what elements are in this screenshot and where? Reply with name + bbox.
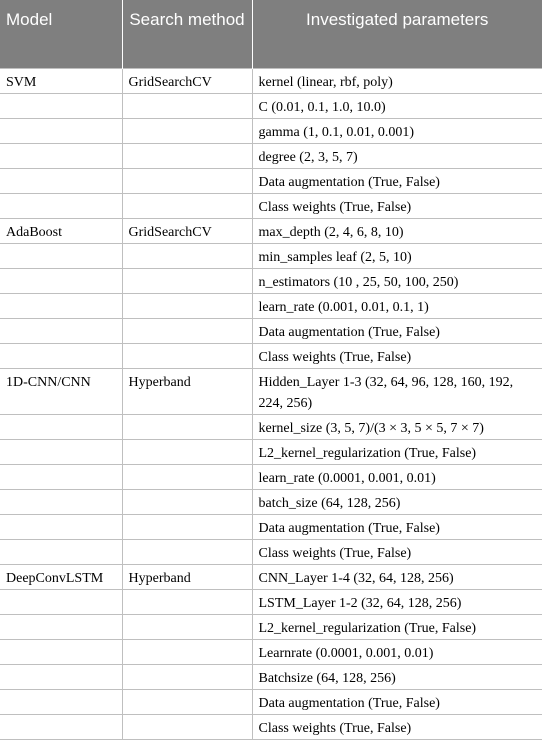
- model-cell: DeepConvLSTM: [0, 565, 122, 590]
- table-row: [0, 465, 542, 490]
- table-row: [0, 590, 542, 615]
- parameter-cell: degree (2, 3, 5, 7): [252, 144, 542, 169]
- model-cell: [0, 465, 122, 490]
- search-method-cell: [122, 269, 252, 294]
- table-row: [0, 440, 542, 465]
- search-method-cell: [122, 244, 252, 269]
- model-cell: [0, 119, 122, 144]
- parameter-cell: Data augmentation (True, False): [252, 515, 542, 540]
- search-method-cell: [122, 169, 252, 194]
- table-body: [0, 69, 542, 740]
- search-method-cell: [122, 319, 252, 344]
- search-method-cell: Hyperband: [122, 565, 252, 590]
- table-row: [0, 715, 542, 740]
- model-cell: 1D-CNN/CNN: [0, 369, 122, 415]
- table-row: [0, 319, 542, 344]
- search-method-cell: [122, 194, 252, 219]
- header-model: Model: [0, 0, 122, 69]
- parameter-cell: Data augmentation (True, False): [252, 169, 542, 194]
- table-row: [0, 344, 542, 369]
- parameter-cell: kernel (linear, rbf, poly): [252, 69, 542, 94]
- parameter-cell: Hidden_Layer 1-3 (32, 64, 96, 128, 160, 192, 224, 256): [252, 369, 542, 415]
- table-row: [0, 119, 542, 144]
- table-row: [0, 615, 542, 640]
- search-method-cell: [122, 590, 252, 615]
- table-row: [0, 269, 542, 294]
- table-row: [0, 69, 542, 94]
- parameter-cell: Class weights (True, False): [252, 194, 542, 219]
- model-cell: [0, 590, 122, 615]
- model-cell: [0, 94, 122, 119]
- parameter-cell: L2_kernel_regularization (True, False): [252, 440, 542, 465]
- table-row: [0, 690, 542, 715]
- parameter-cell: batch_size (64, 128, 256): [252, 490, 542, 515]
- search-method-cell: [122, 94, 252, 119]
- parameter-cell: Class weights (True, False): [252, 715, 542, 740]
- search-method-cell: [122, 665, 252, 690]
- table-row: [0, 169, 542, 194]
- search-method-cell: [122, 294, 252, 319]
- model-cell: [0, 515, 122, 540]
- table-header: [0, 0, 542, 69]
- table-row: [0, 640, 542, 665]
- parameter-cell: n_estimators (10 , 25, 50, 100, 250): [252, 269, 542, 294]
- search-method-cell: [122, 344, 252, 369]
- table-row: [0, 415, 542, 440]
- parameter-cell: CNN_Layer 1-4 (32, 64, 128, 256): [252, 565, 542, 590]
- model-cell: [0, 665, 122, 690]
- search-method-cell: [122, 515, 252, 540]
- search-method-cell: [122, 440, 252, 465]
- search-method-cell: [122, 490, 252, 515]
- parameter-cell: Class weights (True, False): [252, 344, 542, 369]
- table-row: [0, 665, 542, 690]
- search-method-cell: [122, 465, 252, 490]
- parameter-cell: L2_kernel_regularization (True, False): [252, 615, 542, 640]
- header-row: [0, 0, 542, 69]
- model-cell: [0, 269, 122, 294]
- parameter-cell: Class weights (True, False): [252, 540, 542, 565]
- parameter-cell: LSTM_Layer 1-2 (32, 64, 128, 256): [252, 590, 542, 615]
- table-row: [0, 540, 542, 565]
- parameter-cell: learn_rate (0.001, 0.01, 0.1, 1): [252, 294, 542, 319]
- search-method-cell: [122, 640, 252, 665]
- search-method-cell: [122, 615, 252, 640]
- search-method-cell: Hyperband: [122, 369, 252, 415]
- table-row: [0, 144, 542, 169]
- parameter-cell: min_samples leaf (2, 5, 10): [252, 244, 542, 269]
- table-row: [0, 94, 542, 119]
- table-row: [0, 565, 542, 590]
- parameter-cell: Batchsize (64, 128, 256): [252, 665, 542, 690]
- parameter-cell: max_depth (2, 4, 6, 8, 10): [252, 219, 542, 244]
- table-row: [0, 294, 542, 319]
- search-method-cell: GridSearchCV: [122, 69, 252, 94]
- parameter-cell: Data augmentation (True, False): [252, 690, 542, 715]
- table-row: [0, 219, 542, 244]
- table-row: [0, 369, 542, 415]
- model-cell: [0, 640, 122, 665]
- model-cell: [0, 615, 122, 640]
- header-investigated-parameters: Investigated parameters: [252, 0, 542, 69]
- model-cell: [0, 144, 122, 169]
- table-row: [0, 490, 542, 515]
- header-search-method: Search method: [122, 0, 252, 69]
- search-method-cell: [122, 415, 252, 440]
- search-method-cell: [122, 715, 252, 740]
- model-cell: [0, 319, 122, 344]
- parameter-cell: gamma (1, 0.1, 0.01, 0.001): [252, 119, 542, 144]
- table-row: [0, 244, 542, 269]
- parameter-cell: Learnrate (0.0001, 0.001, 0.01): [252, 640, 542, 665]
- model-cell: [0, 344, 122, 369]
- parameter-cell: Data augmentation (True, False): [252, 319, 542, 344]
- search-method-cell: [122, 144, 252, 169]
- parameter-cell: learn_rate (0.0001, 0.001, 0.01): [252, 465, 542, 490]
- model-cell: [0, 715, 122, 740]
- model-cell: SVM: [0, 69, 122, 94]
- model-cell: [0, 490, 122, 515]
- parameter-cell: C (0.01, 0.1, 1.0, 10.0): [252, 94, 542, 119]
- model-cell: [0, 294, 122, 319]
- search-method-cell: [122, 540, 252, 565]
- model-cell: [0, 540, 122, 565]
- search-method-cell: GridSearchCV: [122, 219, 252, 244]
- search-method-cell: [122, 119, 252, 144]
- model-cell: [0, 194, 122, 219]
- parameter-cell: kernel_size (3, 5, 7)/(3 × 3, 5 × 5, 7 × 7): [252, 415, 542, 440]
- model-cell: [0, 415, 122, 440]
- model-cell: AdaBoost: [0, 219, 122, 244]
- model-cell: [0, 690, 122, 715]
- model-cell: [0, 244, 122, 269]
- model-cell: [0, 169, 122, 194]
- search-method-cell: [122, 690, 252, 715]
- model-cell: [0, 440, 122, 465]
- table-row: [0, 515, 542, 540]
- table-row: [0, 194, 542, 219]
